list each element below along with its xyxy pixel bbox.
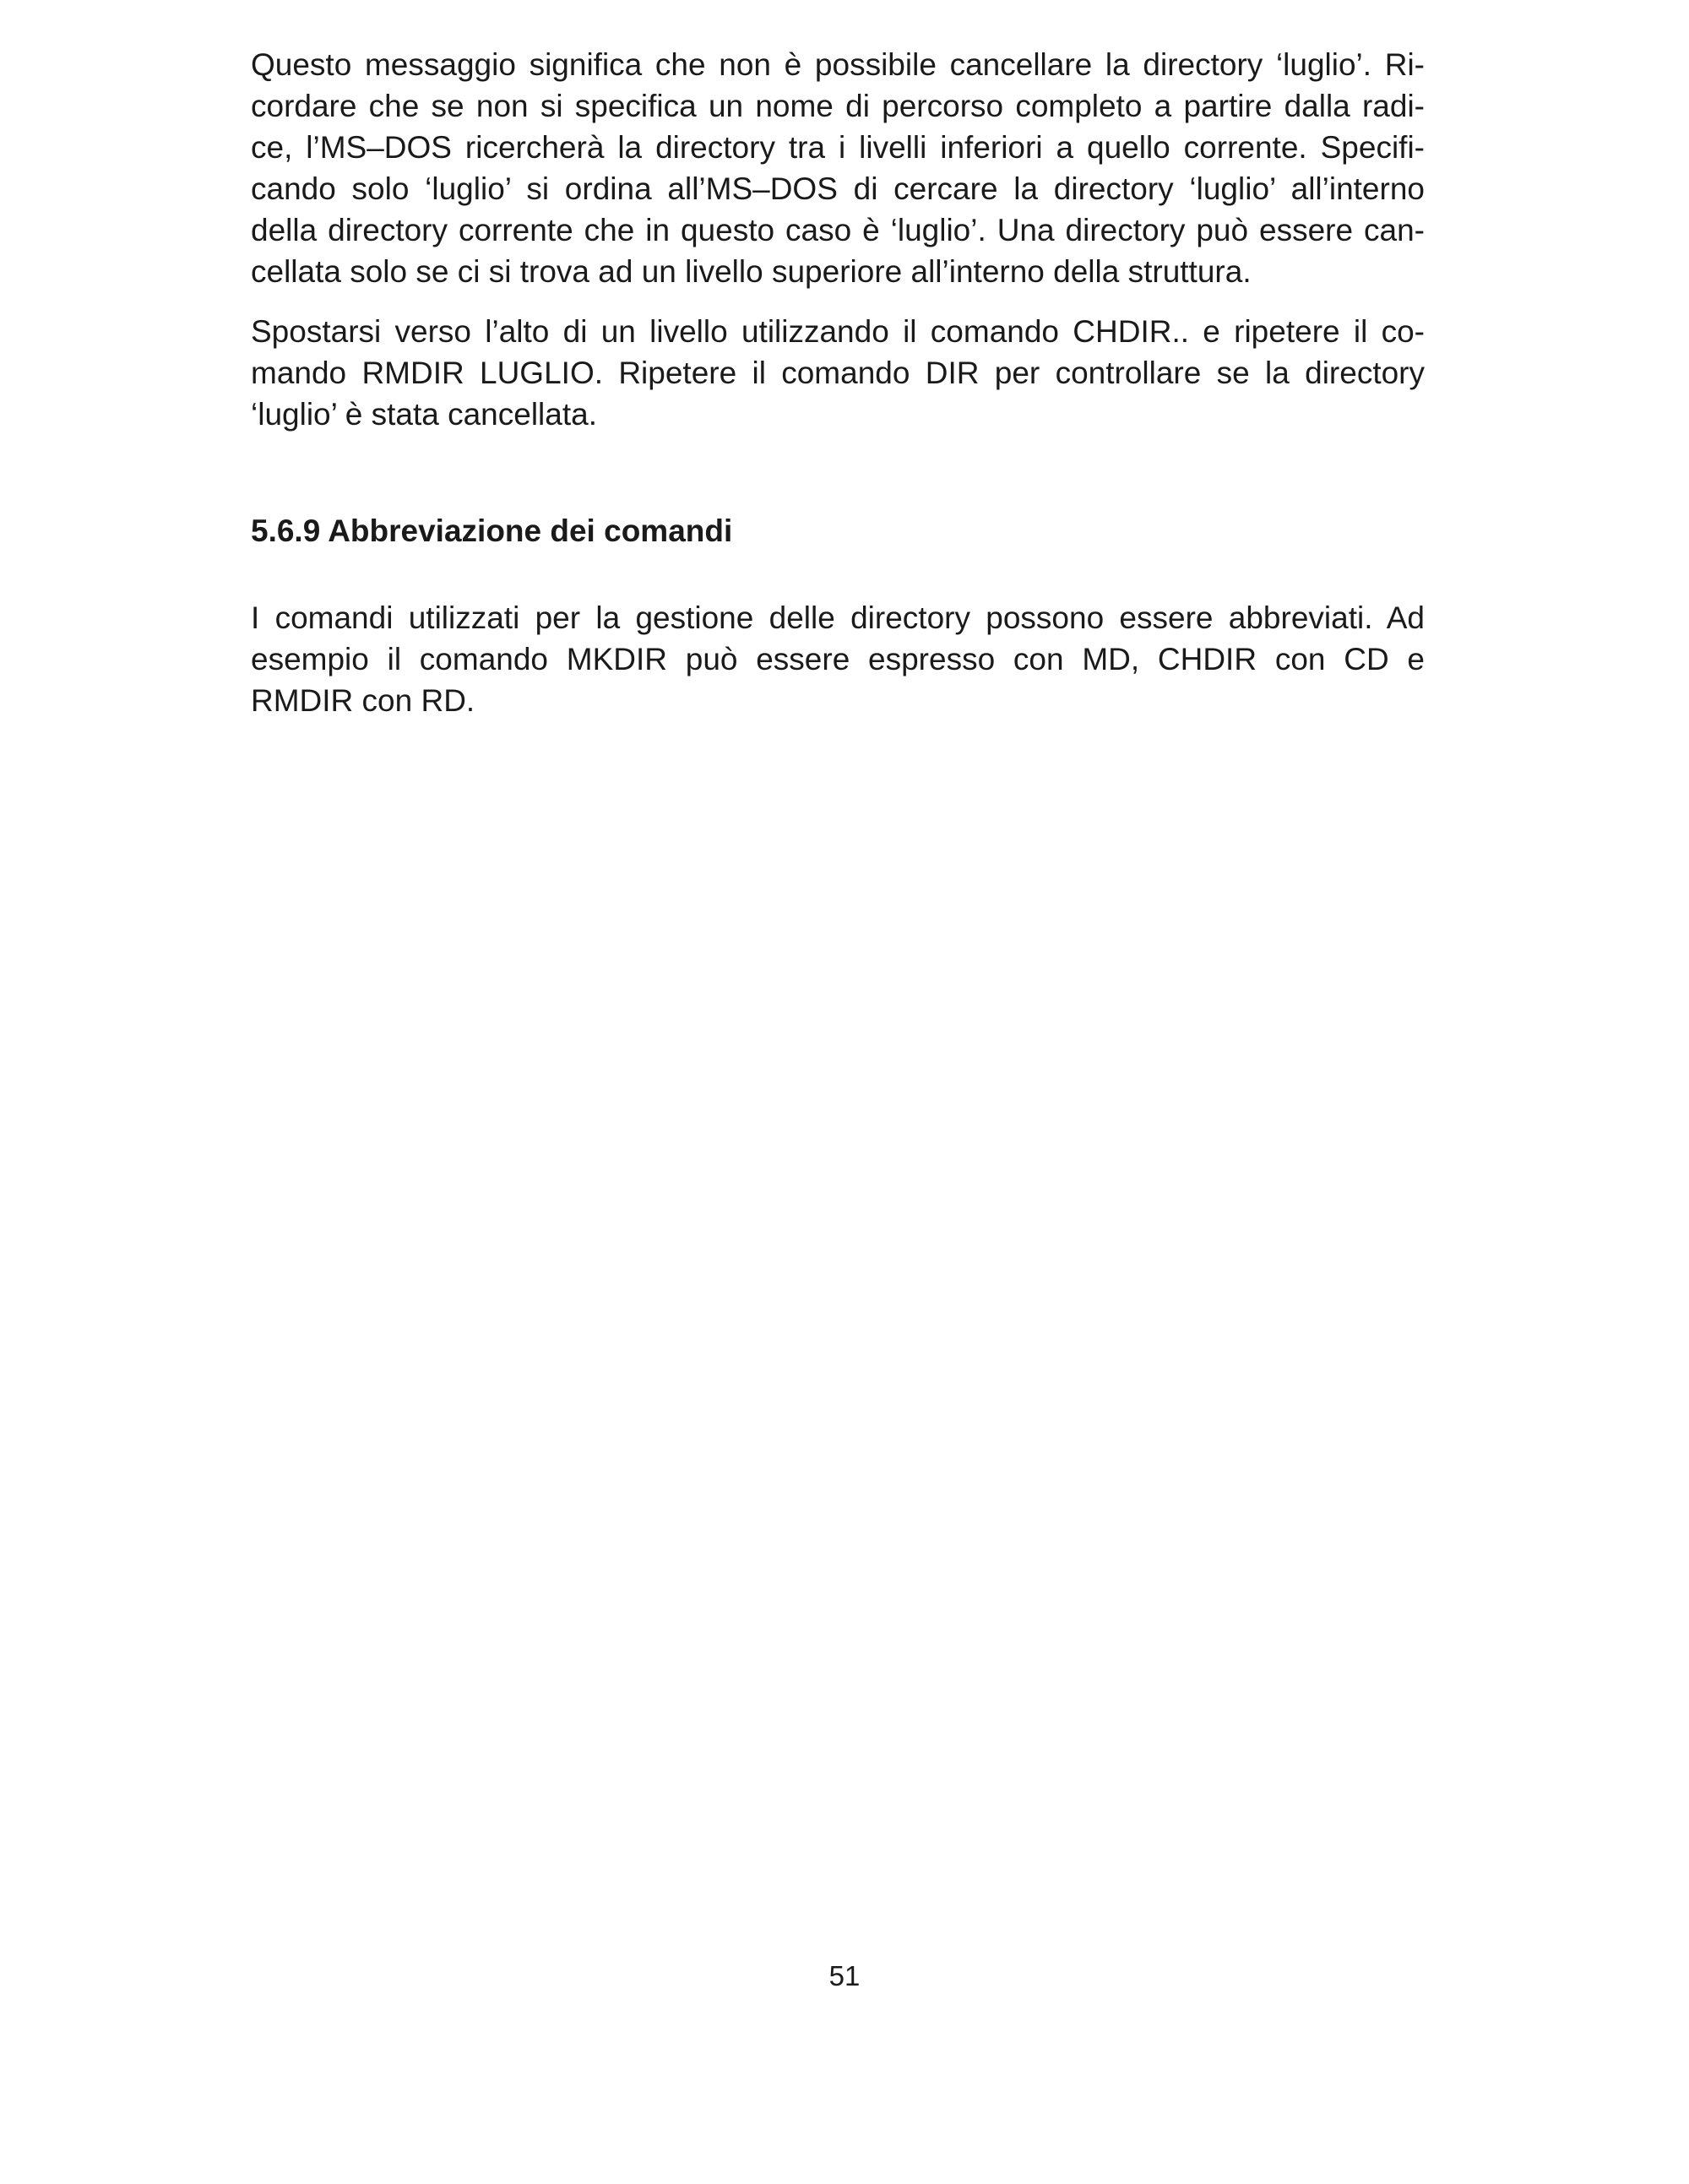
text-line: RMDIR con RD. bbox=[251, 683, 475, 718]
text-line: I comandi utilizzati per la gestione delle directory possono essere abbreviati. Ad bbox=[251, 600, 1425, 635]
text-line: cellata solo se ci si trova ad un livello superiore all’interno della struttura. bbox=[251, 254, 1252, 289]
text-line: ‘luglio’ è stata cancellata. bbox=[251, 397, 597, 432]
text-line: della directory corrente che in questo caso è ‘luglio’. Una directory può essere can- bbox=[251, 213, 1425, 247]
text-line: mando RMDIR LUGLIO. Ripetere il comando DIR per controllare se la directory bbox=[251, 356, 1425, 390]
text-line: esempio il comando MKDIR può essere espresso con MD, CHDIR con CD e bbox=[251, 642, 1425, 676]
page-number: 51 bbox=[828, 1960, 861, 1991]
text-line: Questo messaggio significa che non è possibile cancellare la directory ‘luglio’. Ri- bbox=[251, 47, 1425, 82]
text-line: cordare che se non si specifica un nome di percorso completo a partire dalla radi- bbox=[251, 89, 1425, 123]
text-line: Spostarsi verso l’alto di un livello utilizzando il comando CHDIR.. e ripetere il co- bbox=[251, 314, 1425, 349]
text-line: cando solo ‘luglio’ si ordina all’MS–DOS di cercare la directory ‘luglio’ all’interno bbox=[251, 171, 1425, 206]
section-heading: 5.6.9 Abbreviazione dei comandi bbox=[251, 513, 733, 548]
text-line: ce, l’MS–DOS ricercherà la directory tra i livelli inferiori a quello corrente. Specifi- bbox=[251, 130, 1425, 165]
